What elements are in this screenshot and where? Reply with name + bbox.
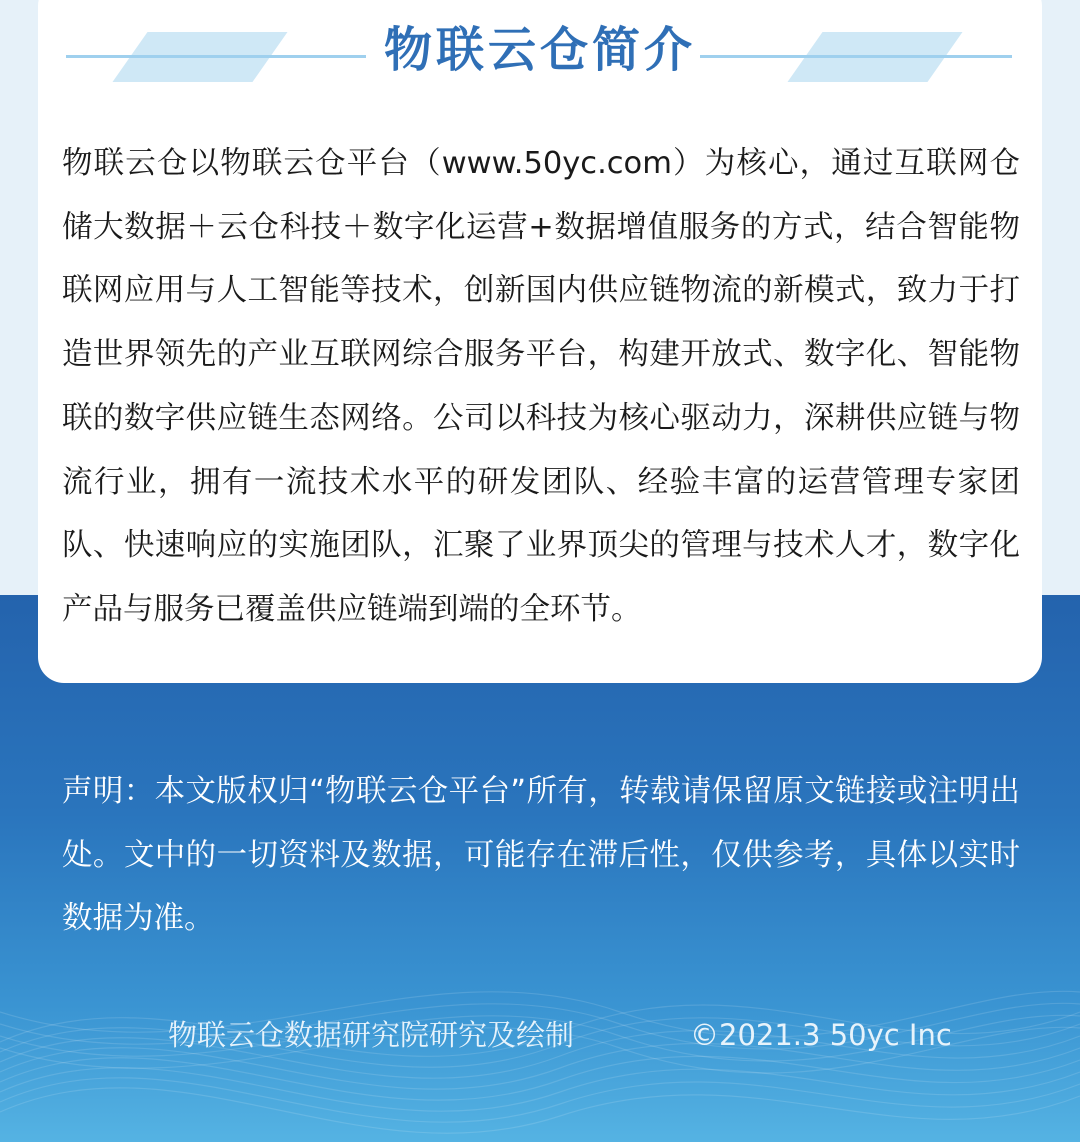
section-title — [0, 18, 1080, 88]
footer-credit: 物联云仓数据研究院研究及绘制 — [168, 1018, 575, 1052]
copyright-notice: 声明：本文版权归“物联云仓平台”所有，转载请保留原文链接或注明出处。文中的一切资料及数据，可能存在滞后性，仅供参考，具体以实时数据为准。 — [62, 774, 1020, 936]
footer — [0, 1012, 1080, 1058]
intro-paragraph: 物联云仓以物联云仓平台（www.50yc.com）为核心，通过互联网仓储大数据＋云仓科技＋数字化运营+数据增值服务的方式，结合智能物联网应用与人工智能等技术，创新国内供应链物流的新模式，致力于打造世界领先的产业互联网综合服务平台，构建开放式、数字化、智能物联的数字供应链生态网络。公司以科技为核心驱动力，深耕供应链与物流行业，拥有一流技术水平的研发团队、经验丰富的运营管理专家团队、快速响应的实施团队，汇聚了业界顶尖的管理与技术人才，数字化产品与服务已覆盖供应链端到端的全环节。 — [62, 146, 1020, 627]
page-title: 物联云仓简介 — [383, 22, 696, 78]
footer-copyright: ©2021.3 50yc Inc — [690, 1018, 952, 1052]
